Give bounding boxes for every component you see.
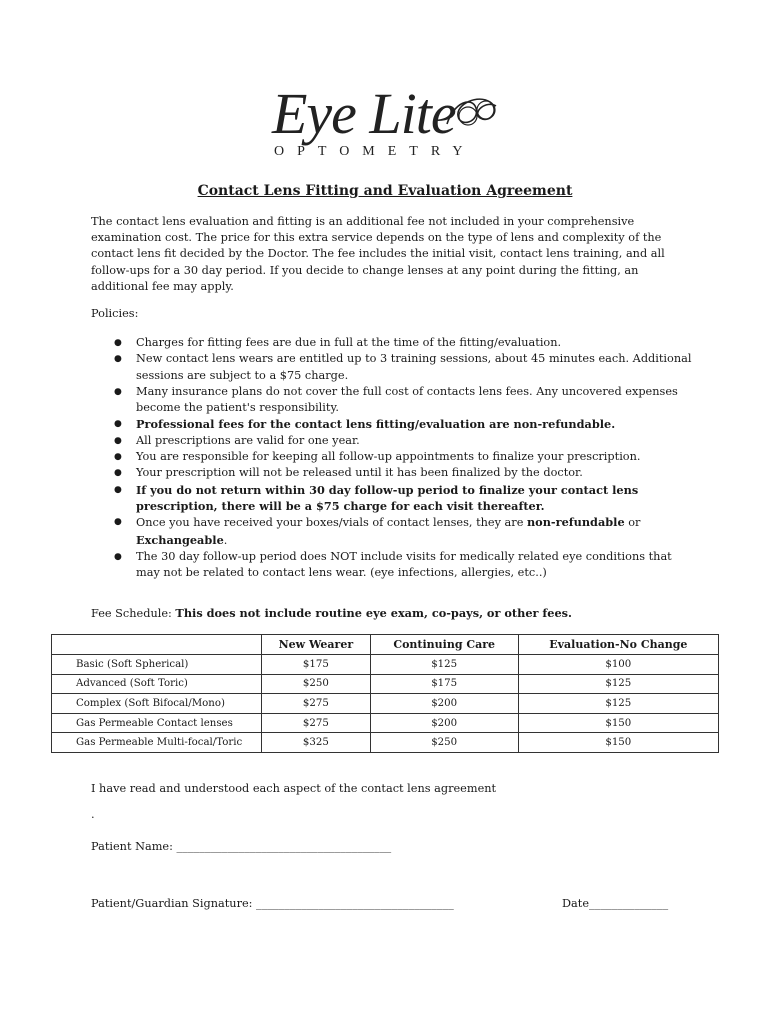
table-header-cell: New Wearer xyxy=(262,635,371,655)
document-title: Contact Lens Fitting and Evaluation Agreement xyxy=(197,183,573,199)
price-cell: $275 xyxy=(262,713,371,733)
table-row xyxy=(52,655,719,675)
policy-item: ● You are responsible for keeping all follow-up appointments to finalize your prescription. xyxy=(136,449,696,465)
policy-item: ● Charges for fitting fees are due in full at the time of the fitting/evaluation. xyxy=(136,335,696,351)
bullet-icon: ● xyxy=(114,435,122,446)
table-row xyxy=(52,694,719,714)
policy-item: ● Once you have received your boxes/vials of contact lenses, they are non-refundable or Exchangeable. xyxy=(114,515,641,547)
table-header-cell xyxy=(52,635,262,655)
bullet-icon: ● xyxy=(114,338,122,348)
bullet-icon: ● xyxy=(114,354,122,365)
price-cell: $200 xyxy=(370,713,518,733)
period-mark: . xyxy=(91,808,95,821)
policy-item: ● All prescriptions are valid for one year. xyxy=(136,433,696,449)
logo-subtitle: OPTOMETRY xyxy=(274,144,476,159)
price-cell: $175 xyxy=(262,655,371,675)
policies-label: Policies: xyxy=(91,307,139,320)
price-cell: $125 xyxy=(518,674,718,694)
bullet-icon: ● xyxy=(114,386,122,397)
price-cell: $100 xyxy=(518,655,718,675)
price-cell: $125 xyxy=(518,694,718,714)
acknowledgement-text: I have read and understood each aspect of the contact lens agreement xyxy=(91,782,497,795)
lens-type-cell: Basic (Soft Spherical) xyxy=(52,655,262,675)
bullet-icon: ● xyxy=(114,484,122,495)
price-cell: $150 xyxy=(518,713,718,733)
bullet-icon: ● xyxy=(114,517,122,528)
table-header-row xyxy=(52,635,719,655)
logo-script: Eye Lite xyxy=(272,81,456,146)
table-header-cell: Evaluation-No Change xyxy=(518,635,718,655)
price-cell: $250 xyxy=(370,733,518,753)
price-cell: $125 xyxy=(370,655,518,675)
bullet-icon: ● xyxy=(114,468,122,479)
policy-item: ● Your prescription will not be released until it has been finalized by the doctor. xyxy=(136,465,696,481)
table-row xyxy=(52,733,719,753)
patient-name-field[interactable]: Patient Name: ______________________________________ xyxy=(91,840,392,853)
bullet-icon: ● xyxy=(114,551,122,562)
bullet-icon: ● xyxy=(114,419,122,430)
policy-item: ● The 30 day follow-up period does NOT include visits for medically related eye conditions that may not be related to contact lens wear. (eye infections, allergies, etc..) xyxy=(114,549,672,580)
table-row xyxy=(52,674,719,694)
price-cell: $275 xyxy=(262,694,371,714)
policy-item: ● Professional fees for the contact lens fitting/evaluation are non-refundable. xyxy=(114,417,616,432)
policy-item: ● New contact lens wears are entitled up to 3 training sessions, about 45 minutes each. Additional sessions are subject to a $75 charge. xyxy=(114,352,692,382)
price-cell: $175 xyxy=(370,674,518,694)
eye-lite-logo xyxy=(272,81,502,166)
price-cell: $150 xyxy=(518,733,718,753)
price-cell: $325 xyxy=(262,733,371,753)
fee-schedule-label: Fee Schedule: This does not include routine eye exam, co-pays, or other fees. xyxy=(91,606,572,620)
lens-type-cell: Gas Permeable Multi-focal/Toric xyxy=(52,733,262,753)
guardian-signature-field[interactable]: Patient/Guardian Signature: ___________________________________ xyxy=(91,897,454,910)
lens-type-cell: Gas Permeable Contact lenses xyxy=(52,713,262,733)
intro-paragraph: The contact lens evaluation and fitting is an additional fee not included in your comprehensive examination cost. The price for this extra service depends on the type of lens and complexity of the contact lens fit decided by the Doctor. The fee includes the initial visit, contact lens training, and all follow-ups for a 30 day period. If you decide to change lenses at any point during the fitting, an additional fee may apply. xyxy=(91,215,665,293)
policy-item: ● Many insurance plans do not cover the full cost of contacts lens fees. Any uncovered expenses become the patient's responsibility. xyxy=(114,384,678,415)
fee-schedule-table xyxy=(51,634,719,753)
date-field[interactable]: Date______________ xyxy=(562,897,669,910)
price-cell: $200 xyxy=(370,694,518,714)
logo-swirl-icon xyxy=(442,88,502,138)
policies-list xyxy=(114,335,696,581)
table-header-cell: Continuing Care xyxy=(370,635,518,655)
bullet-icon: ● xyxy=(114,452,122,463)
lens-type-cell: Complex (Soft Bifocal/Mono) xyxy=(52,694,262,714)
policy-item: ● If you do not return within 30 day follow-up period to finalize your contact lens prescription, there will be a $75 charge for each visit thereafter. xyxy=(114,482,639,513)
lens-type-cell: Advanced (Soft Toric) xyxy=(52,674,262,694)
price-cell: $250 xyxy=(262,674,371,694)
table-row xyxy=(52,713,719,733)
